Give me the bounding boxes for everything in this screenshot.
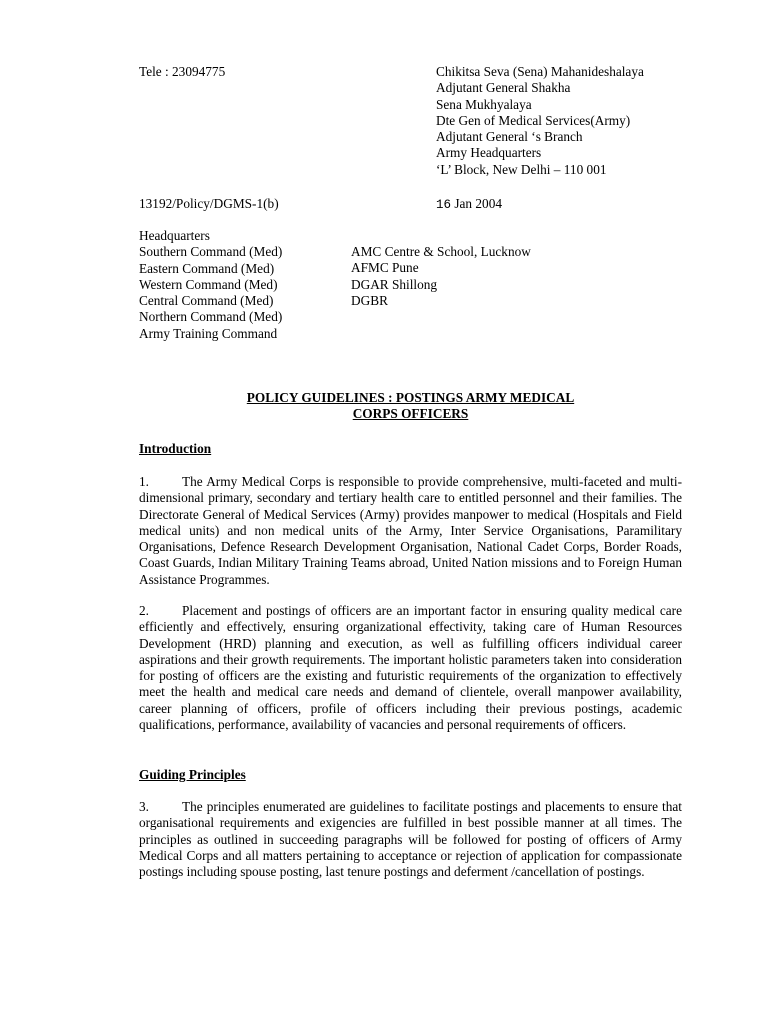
title-line: POLICY GUIDELINES : POSTINGS ARMY MEDICAL [246,390,575,405]
address-line: Army Headquarters [436,145,542,161]
addressee-item: AMC Centre & School, Lucknow [351,244,531,259]
reference-number: 13192/Policy/DGMS-1(b) [139,196,279,211]
paragraph-number: 3. [139,799,149,814]
paragraph-number: 1. [139,474,149,489]
guiding-principles-heading: Guiding Principles [139,767,246,782]
addressee-item: Eastern Command (Med) [139,260,275,276]
addressee-item: Northern Command (Med) [139,309,283,325]
address-line: Dte Gen of Medical Services(Army) [436,112,631,128]
addressee-item: Army Training Command [139,325,278,341]
addressee-item: DGBR [351,292,388,308]
paragraph-text: Placement and postings of officers are an important factor in ensuring quality medical care efficiently and effectively, ensuring organizational effectivity, taking care of Human Resources Development (HRD) planning and execution, as well as fulfilling officers individual career aspirations and their growth requirements. The important holistic parameters taken into consideration for posting of officers are the existing and futuristic requirements of the organization to effectively meet the health and medical care needs and demand of clientele, overall manpower availability, career planning of officers, profile of officers including their previous postings, academic qualifications, performance, availability of vacancies and personal requirements of officers. [139,603,682,733]
document-title [139,390,682,423]
addressee-item: Southern Command (Med) [139,244,283,260]
addressee-item: AFMC Pune [351,260,419,276]
paragraph-text: The Army Medical Corps is responsible to provide comprehensive, multi-faceted and multi-dimensional primary, secondary and tertiary health care to entitled personnel and their families. The Directorate General of Medical Services (Army) provides manpower to medical (Hospitals and Field medical units) and non medical units of the Army, Inter Service Organisations, Paramilitary Organisations, Defence Research Development Organisation, National Cadet Corps, Border Roads, Coast Guards, Indian Military Training Teams abroad, United Nation missions and to Foreign Human Assistance Programmes. [139,474,682,587]
letter-date [436,196,502,213]
date-day: 16 [436,198,452,212]
address-line: Adjutant General Shakha [436,80,571,96]
telephone-number: Tele : 23094775 [139,64,226,79]
address-line: ‘L’ Block, New Delhi – 110 001 [436,161,607,177]
title-line: CORPS OFFICERS [352,406,469,422]
addressee-item: Headquarters [139,228,210,243]
address-line: Adjutant General ‘s Branch [436,129,583,145]
paragraph-text: The principles enumerated are guidelines to facilitate postings and placements to ensure that organisational requirements and exigencies are fulfilled in best possible manner at all times. The principles as outlined in succeeding paragraphs will be followed for posting of officers of Army Medical Corps and all matters pertaining to acceptance or rejection of application for compassionate postings including spouse posting, last tenure postings and deferment /cancellation of postings. [139,799,682,880]
paragraph-2 [139,603,682,733]
paragraph-number: 2. [139,603,149,618]
addressee-item: Western Command (Med) [139,276,278,292]
addressee-list-left [139,228,282,342]
sender-address [436,64,644,178]
paragraph-3 [139,799,682,880]
address-line: Sena Mukhyalaya [436,96,532,112]
introduction-heading: Introduction [139,441,212,456]
address-line: Chikitsa Seva (Sena) Mahanideshalaya [436,64,644,79]
addressee-item: Central Command (Med) [139,293,274,309]
addressee-item: DGAR Shillong [351,276,438,292]
addressee-list-right [351,244,531,309]
paragraph-1 [139,474,682,588]
date-month-year: Jan 2004 [454,196,502,211]
